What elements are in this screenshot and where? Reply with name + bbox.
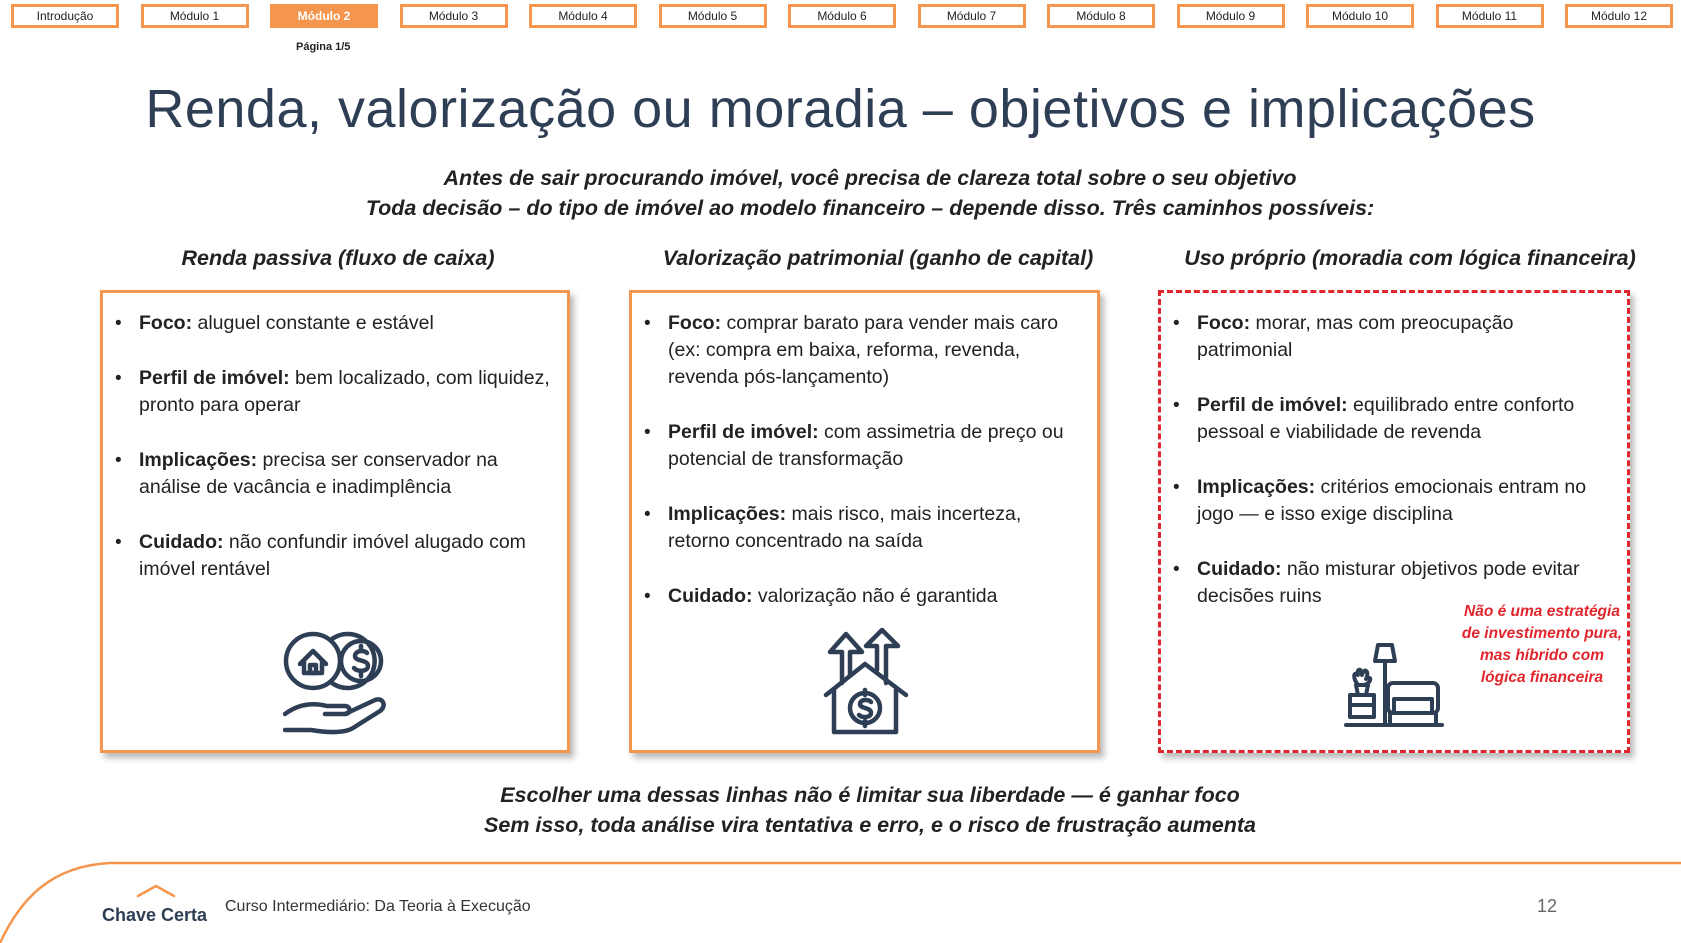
hybrid-note: Não é uma estratégia de investimento pura, mas híbrido com lógica financeira	[1461, 603, 1623, 686]
list-item: • Cuidado: não confundir imóvel alugado com imóvel rentável	[139, 529, 553, 583]
page-indicator: Página 1/5	[296, 41, 351, 53]
tab-modulo-6[interactable]: Módulo 6	[788, 4, 896, 28]
card-valorizacao	[629, 290, 1100, 753]
heading-renda-passiva: Renda passiva (fluxo de caixa)	[181, 246, 495, 270]
card-uso-proprio	[1158, 290, 1630, 753]
tab-modulo-9[interactable]: Módulo 9	[1177, 4, 1285, 28]
outro-line-2: Sem isso, toda análise vira tentativa e erro, e o risco de frustração aumenta	[484, 813, 1256, 837]
list-item: • Implicações: precisa ser conservador na análise de vacância e inadimplência	[139, 447, 553, 501]
intro-line-1: Antes de sair procurando imóvel, você precisa de clareza total sobre o seu objetivo	[443, 166, 1297, 190]
house-coin-hand-icon	[283, 628, 398, 741]
page-title: Renda, valorização ou moradia – objetivos e implicações	[145, 79, 1536, 139]
tab-introducao[interactable]: Introdução	[11, 4, 119, 28]
tab-modulo-8[interactable]: Módulo 8	[1047, 4, 1155, 28]
list-item: • Perfil de imóvel: equilibrado entre conforto pessoal e viabilidade de revenda	[1197, 392, 1613, 446]
list-item: • Implicações: critérios emocionais entram no jogo — e isso exige disciplina	[1197, 474, 1613, 528]
intro-text	[0, 163, 1681, 223]
list-item: • Implicações: mais risco, mais incerteza, retorno concentrado na saída	[668, 501, 1083, 555]
tab-modulo-12[interactable]: Módulo 12	[1565, 4, 1673, 28]
living-room-icon	[1344, 641, 1444, 738]
tab-modulo-1[interactable]: Módulo 1	[141, 4, 249, 28]
list-item: • Perfil de imóvel: bem localizado, com liquidez, pronto para operar	[139, 365, 553, 419]
tab-modulo-3[interactable]: Módulo 3	[400, 4, 508, 28]
page-number: 12	[1537, 896, 1558, 916]
list-item: • Foco: comprar barato para vender mais caro (ex: compra em baixa, reforma, revenda, revenda pós-lançamento)	[668, 310, 1083, 391]
tab-modulo-7[interactable]: Módulo 7	[918, 4, 1026, 28]
heading-uso-proprio: Uso próprio (moradia com lógica financeira)	[1184, 246, 1636, 270]
card-renda-passiva	[100, 290, 570, 753]
course-name: Curso Intermediário: Da Teoria à Execução	[225, 898, 531, 915]
tab-modulo-10[interactable]: Módulo 10	[1306, 4, 1414, 28]
brand-roof-icon	[136, 884, 176, 903]
outro-text	[0, 780, 1681, 840]
tab-modulo-11[interactable]: Módulo 11	[1436, 4, 1544, 28]
list-item: • Cuidado: não misturar objetivos pode evitar decisões ruins	[1197, 556, 1613, 610]
outro-line-1: Escolher uma dessas linhas não é limitar sua liberdade — é ganhar foco	[500, 783, 1240, 807]
heading-valorizacao: Valorização patrimonial (ganho de capital)	[662, 246, 1094, 270]
intro-line-2: Toda decisão – do tipo de imóvel ao modelo financeiro – depende disso. Três caminhos possíveis:	[365, 196, 1375, 220]
house-dollar-arrows-up-icon	[822, 628, 912, 743]
tab-modulo-4[interactable]: Módulo 4	[529, 4, 637, 28]
list-item: • Foco: morar, mas com preocupação patrimonial	[1197, 310, 1613, 364]
list-item: • Foco: aluguel constante e estável	[139, 310, 553, 337]
tab-modulo-5[interactable]: Módulo 5	[659, 4, 767, 28]
brand-logo: Chave Certa	[102, 905, 208, 925]
list-item: • Cuidado: valorização não é garantida	[668, 583, 1083, 610]
list-item: • Perfil de imóvel: com assimetria de preço ou potencial de transformação	[668, 419, 1083, 473]
module-nav	[11, 4, 1681, 28]
tab-modulo-2[interactable]: Módulo 2	[270, 4, 378, 28]
